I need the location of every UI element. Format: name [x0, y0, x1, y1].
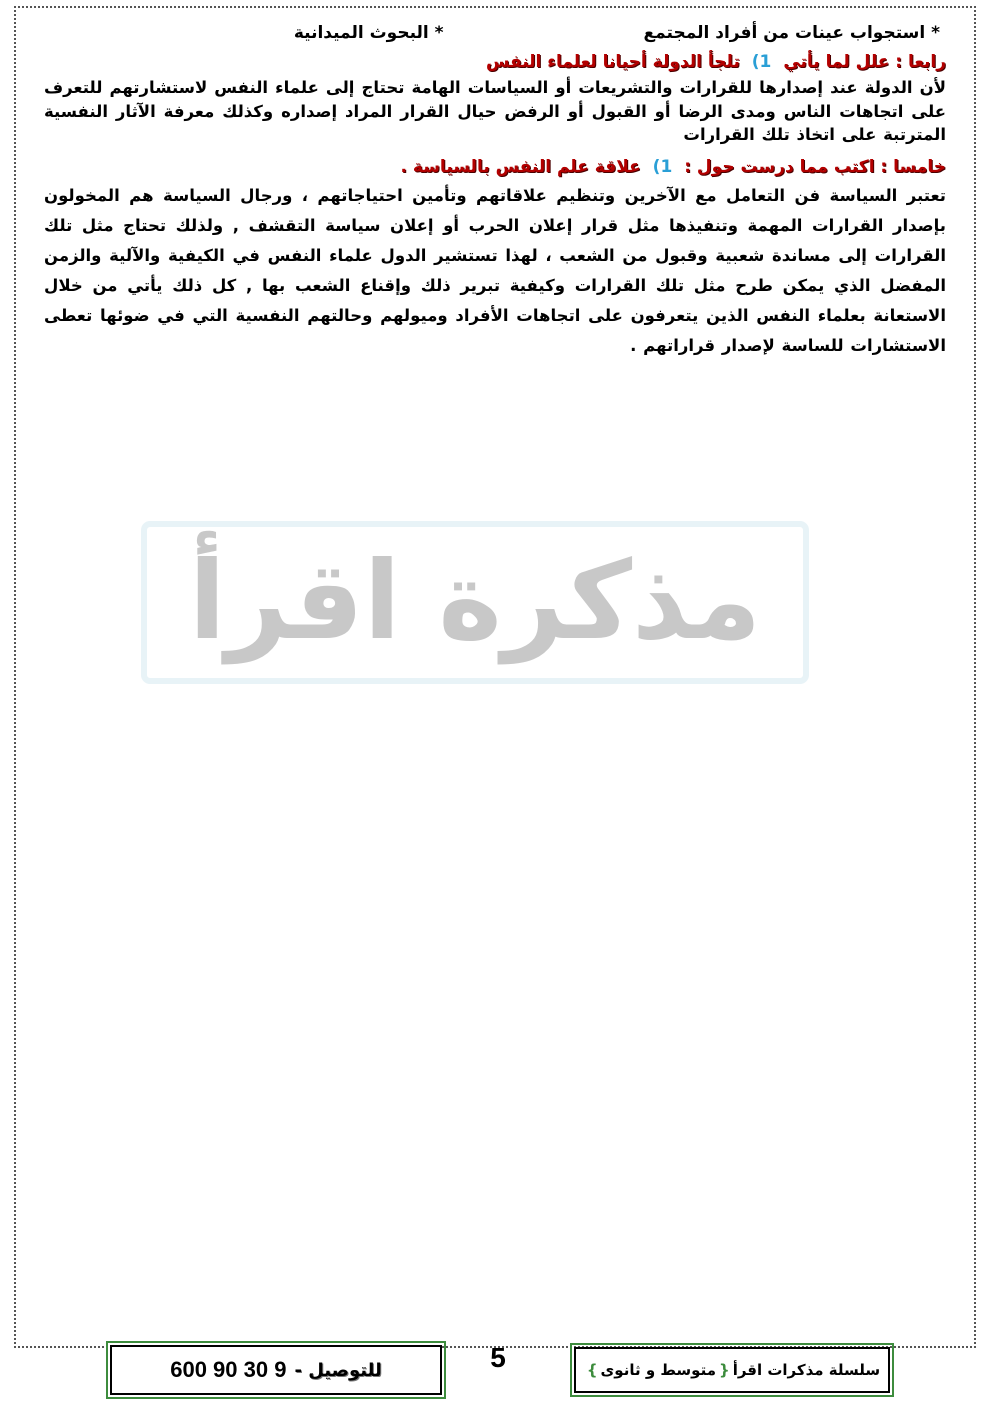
section-4-answer: لأن الدولة عند إصدارها للقرارات والتشريعات أو السياسات الهامة تحتاج إلى علماء النفس لاستشارتهم للتعرف على اتجاهات الناس ومدى الرضا أو القبول أو الرفض حيال القرار المراد إصداره وكذلك معرفة الآثار النفسية المترتبة على اتخاذ تلك القرارات [44, 78, 946, 144]
section-5-title: خامسا : اكتب مما درست حول : [684, 156, 946, 177]
watermark-logo [140, 520, 810, 685]
page-content [44, 18, 946, 361]
bullet-row [44, 18, 946, 48]
section-5-question: علاقة علم النفس بالسياسة . [400, 156, 641, 177]
watermark-text: مذكرة اقرأ [188, 539, 762, 664]
section-4-title: رابعا : علل لما يأتي [783, 52, 946, 72]
series-levels: متوسط و ثانوى [600, 1361, 716, 1379]
section-5-number: 1) [652, 156, 673, 177]
section-5-answer: تعتبر السياسة فن التعامل مع الآخرين وتنظيم علاقاتهم وتأمين احتياجاتهم ، ورجال السياسة هم المخولون بإصدار القرارات المهمة وتنفيذها مثل قرار إعلان الحرب أو إعلان سياسة التقشف , ولذلك تحتاج مثل تلك القرارات إلى مساندة شعبية وقبول من الشعب ، لهذا تستشير الدول علماء النفس في الكيفية والآلية والزمن المفضل الذي يمكن طرح مثل تلك القرارات وكيفية تبرير ذلك وإقناع الشعب بها , كل ذلك يأتي من خلال الاستعانة بعلماء النفس الذين يتعرفون على اتجاهات الأفراد وميولهم وحالتهم النفسية التي في ضوئها تعطى الاستشارات للساسة لإصدار قراراتهم . [44, 185, 946, 355]
series-box [574, 1347, 890, 1393]
contact-box [110, 1345, 442, 1395]
series-brace-open: { [719, 1361, 730, 1379]
section-4-heading [44, 48, 946, 76]
contact-label: للتوصيل - [294, 1359, 382, 1381]
page-number: 5 [490, 1342, 506, 1373]
section-4-number: 1) [751, 52, 772, 72]
section-5-heading [44, 153, 946, 181]
series-prefix: سلسلة مذكرات اقرأ [732, 1361, 881, 1379]
contact-phone: 600 90 30 9 [170, 1357, 287, 1382]
series-brace-close: } [586, 1361, 598, 1379]
bullet-field-research: * البحوث الميدانية [293, 23, 444, 43]
bullet-sample-interrogation: * استجواب عينات من أفراد المجتمع [643, 23, 940, 43]
section-4-question: تلجأ الدولة أحيانا لعلماء النفس [485, 52, 740, 72]
